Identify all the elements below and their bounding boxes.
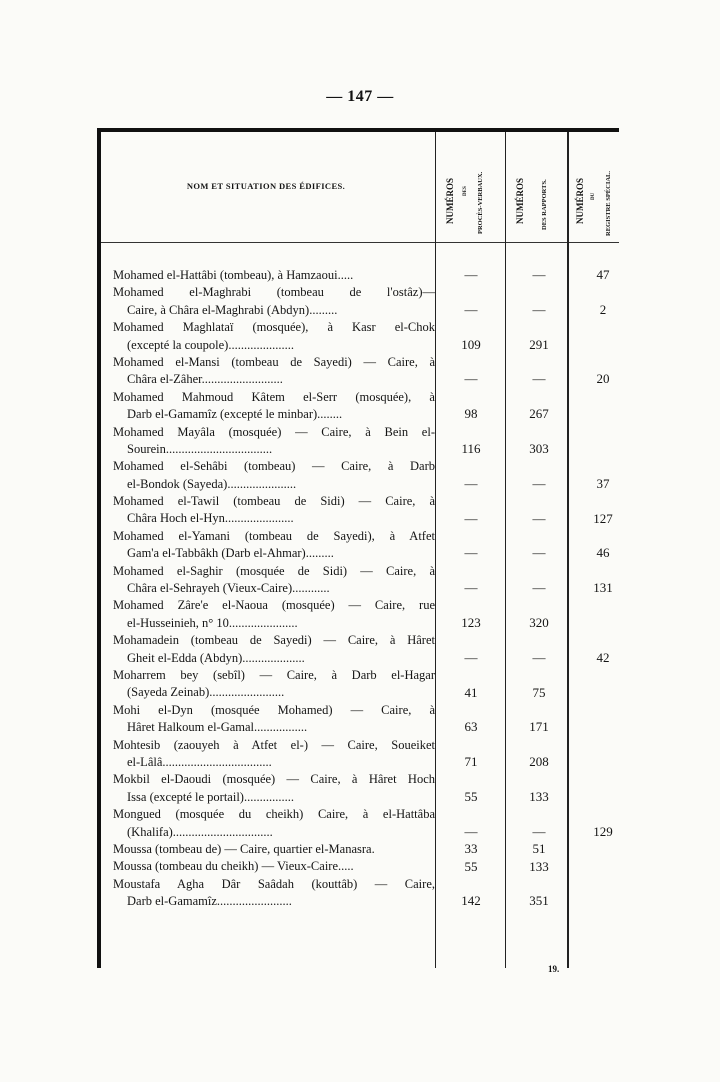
table-row (113, 424, 435, 459)
entry-location-line: Caire, à Châra el-Maghrabi (Abdyn)......... (127, 302, 338, 317)
pv-number: — (464, 267, 478, 282)
registre-number: 46 (596, 545, 610, 561)
page-number-header: — 147 — (326, 88, 394, 105)
entry-location-line: (Khalifa)................................ (127, 824, 273, 839)
signature-mark: 19. (548, 964, 560, 974)
pv-number: 33 (464, 841, 478, 857)
registre-number: 20 (596, 371, 610, 387)
rapport-number: — (532, 267, 546, 282)
rapport-number: 133 (529, 789, 549, 804)
table-row (113, 632, 435, 667)
table-row (113, 667, 435, 702)
rapport-number: 267 (529, 406, 549, 422)
rapport-number: 171 (529, 719, 549, 735)
name-column-header: NOM ET SITUATION DES ÉDIFICES. (186, 181, 346, 191)
entry-name-line: Mohamed Zâre'e el-Naoua (mosquée) — Caire, rue (113, 598, 435, 613)
rapport-number: 133 (529, 858, 549, 874)
column-rule (505, 132, 506, 968)
table-row (113, 597, 435, 632)
rapport-number: — (532, 510, 546, 526)
table-row (113, 528, 435, 563)
table-row (113, 458, 435, 493)
entry-location-line: el-Husseinieh, n° 10...................... (127, 615, 298, 630)
entry-location-line: Sourein.................................. (127, 441, 273, 456)
entry-name-line: Mohamed el-Mansi (tombeau de Sayedi) — Caire, à (113, 354, 435, 369)
entry-name-line: Moustafa Agha Dâr Saâdah (kouttâb) — Caire, (113, 876, 435, 891)
rapports-column-header: NUMÉROS DES RAPPORTS. (515, 177, 548, 230)
entry-name-line: Mohamed el-Hattâbi (tombeau), à Hamzaoui..... (113, 268, 354, 282)
table-row (113, 876, 435, 911)
table-row (113, 858, 435, 875)
rapport-number: — (532, 545, 546, 561)
entry-name-line: Mohamed el-Sehâbi (tombeau) — Caire, à Darb (113, 459, 435, 474)
pv-number: 71 (464, 754, 478, 770)
rapport-number: — (532, 823, 546, 839)
rapport-number: 303 (529, 441, 549, 456)
pv-number: 142 (461, 893, 481, 909)
entry-name-line: Mohamed el-Yamani (tombeau de Sayedi), à Atfet (113, 528, 435, 543)
pv-number: 116 (461, 441, 481, 456)
entry-location-line: (Sayeda Zeinab)........................ (127, 685, 285, 700)
entry-name-line: Mongued (mosquée du cheikh) Caire, à el-Hattâba (113, 807, 435, 822)
pv-number: 98 (464, 406, 478, 422)
entry-name-line: Mohamed el-Maghrabi (tombeau de l'ostâz)— (113, 285, 435, 300)
pv-number: 109 (461, 336, 481, 352)
entry-location-line: Gam'a el-Tabbâkh (Darb el-Ahmar)......... (127, 546, 334, 561)
pv-number: — (464, 301, 478, 317)
entry-name-line: Mohtesib (zaouyeh à Atfet el-) — Caire, Soueiket (113, 737, 435, 752)
entries-list (113, 267, 435, 910)
rapport-number: 351 (529, 893, 549, 909)
pv-number: — (464, 371, 478, 387)
registre-number: 37 (596, 475, 610, 491)
entry-location-line: Châra el-Zâher.......................... (127, 372, 283, 387)
entry-name-line: Moussa (tombeau du cheikh) — Vieux-Caire..... (113, 859, 354, 874)
table-row (113, 319, 435, 354)
registre-number: 127 (593, 510, 613, 526)
table-row (113, 354, 435, 389)
entry-location-line: Darb el-Gamamîz (excepté le minbar)........ (127, 407, 343, 422)
table-row (113, 806, 435, 841)
entry-name-line: Mohamed Mahmoud Kâtem el-Serr (mosquée), à (113, 389, 435, 404)
entry-location-line: el-Lâlâ................................... (127, 754, 272, 769)
registre-number: 2 (599, 301, 607, 317)
entry-location-line: Gheit el-Edda (Abdyn).................... (127, 650, 305, 665)
rapport-number: — (532, 371, 546, 387)
entry-name-line: Mohamed el-Saghir (mosquée de Sidi) — Caire, à (113, 563, 435, 578)
rapport-number: 208 (529, 754, 549, 770)
table-row (113, 563, 435, 598)
table-row (113, 284, 435, 319)
table-row (113, 702, 435, 737)
pv-number: — (464, 475, 478, 491)
entry-name-line: Moussa (tombeau de) — Caire, quartier el-Manasra. (113, 841, 375, 856)
rapport-number: 291 (529, 336, 549, 352)
pv-number: 55 (464, 858, 478, 874)
entry-name-line: Mohamed Maghlataï (mosquée), à Kasr el-Chok (113, 320, 435, 335)
table-row (113, 841, 435, 858)
entry-location-line: (excepté la coupole)..................... (127, 337, 294, 352)
entry-name-line: Mokbil el-Daoudi (mosquée) — Caire, à Hâret Hoch (113, 772, 435, 787)
table-row (113, 493, 435, 528)
entry-name-line: Mohamed Mayâla (mosquée) — Caire, à Bein el- (113, 424, 435, 439)
rapport-number: — (532, 301, 546, 317)
pv-number: 123 (461, 615, 481, 630)
table-row (113, 771, 435, 806)
entry-location-line: Hâret Halkoum el-Gamal................. (127, 720, 308, 735)
rapport-number: 75 (532, 684, 546, 700)
pv-number: — (464, 649, 478, 665)
rapport-number: — (532, 580, 546, 596)
table-row (113, 267, 435, 284)
entry-location-line: Châra Hoch el-Hyn...................... (127, 511, 294, 526)
registre-number: 47 (596, 267, 610, 282)
rapport-number: — (532, 475, 546, 491)
pv-column-header: NUMÉROS DES PROCÈS-VERBAUX. (445, 171, 484, 234)
registre-number: 42 (596, 649, 610, 665)
table-row (113, 389, 435, 424)
registre-column-header: NUMÉROS DU REGISTRE SPÉCIAL. (575, 170, 612, 236)
registre-number: 131 (593, 580, 613, 596)
pv-number: 55 (464, 789, 478, 804)
rapport-number: 320 (529, 615, 549, 630)
entry-location-line: Issa (excepté le portail)................ (127, 789, 294, 804)
pv-number: 63 (464, 719, 478, 735)
table-header-row (101, 132, 619, 243)
registre-number: 129 (593, 823, 613, 839)
pv-number: — (464, 580, 478, 596)
pv-number: — (464, 823, 478, 839)
pv-number: — (464, 510, 478, 526)
entry-name-line: Mohamed el-Tawil (tombeau de Sidi) — Caire, à (113, 494, 435, 509)
entry-name-line: Moharrem bey (sebîl) — Caire, à Darb el-Hagar (113, 667, 435, 682)
entry-location-line: el-Bondok (Sayeda)...................... (127, 476, 297, 491)
pv-number: — (464, 545, 478, 561)
pv-number: 41 (464, 684, 478, 700)
entry-name-line: Mohi el-Dyn (mosquée Mohamed) — Caire, à (113, 702, 435, 717)
entry-location-line: Châra el-Sehrayeh (Vieux-Caire)............ (127, 581, 330, 596)
column-rule (435, 132, 436, 968)
rapport-number: 51 (532, 841, 546, 857)
entry-name-line: Mohamadein (tombeau de Sayedi) — Caire, à Hâret (113, 633, 435, 648)
table-row (113, 737, 435, 772)
rapport-number: — (532, 649, 546, 665)
edifices-table (97, 128, 619, 968)
entry-location-line: Darb el-Gamamîz........................ (127, 894, 292, 909)
